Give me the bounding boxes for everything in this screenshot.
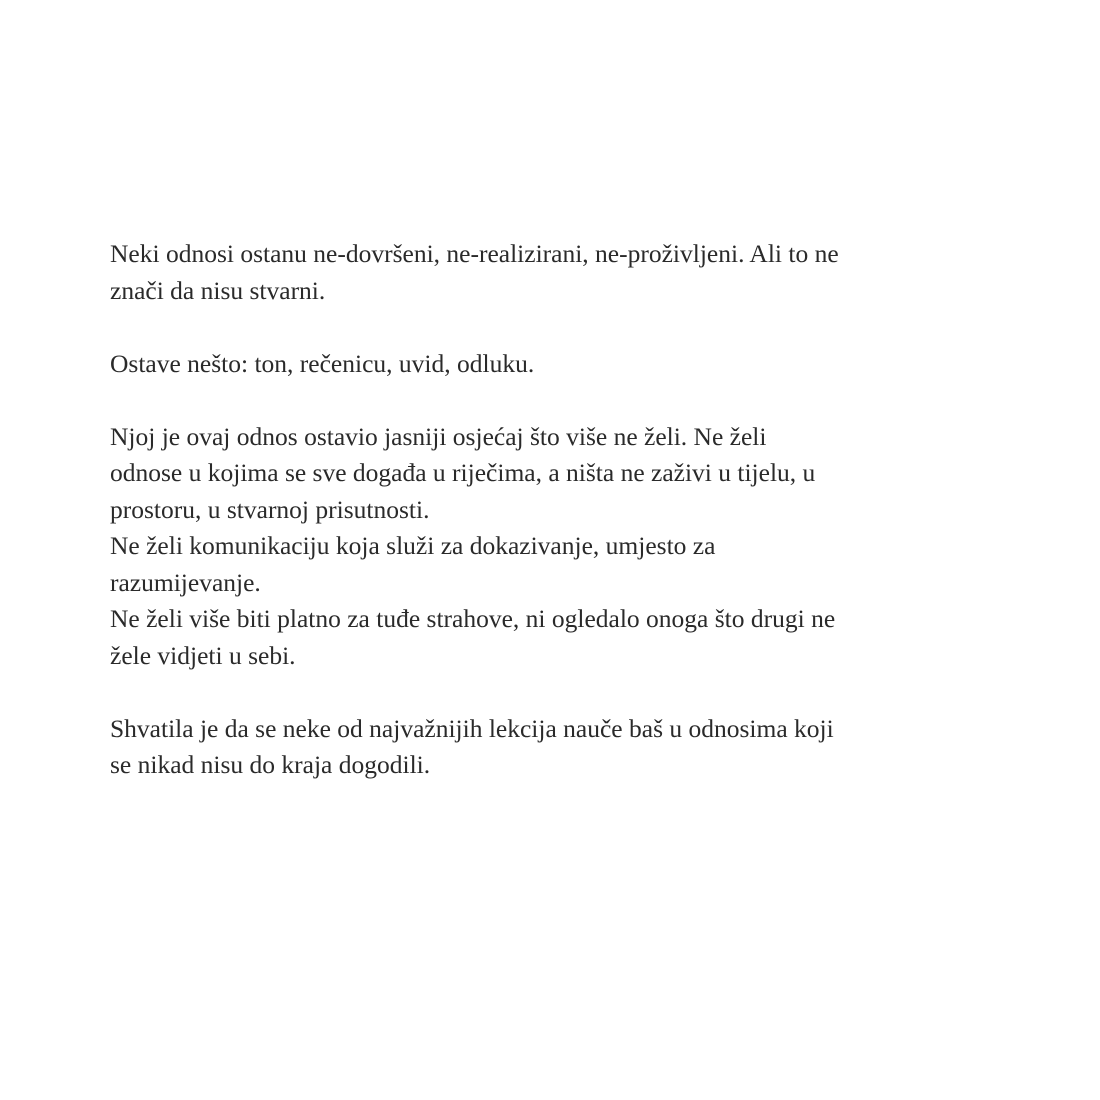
text-line: Ne želi više biti platno za tuđe strahove, ni ogledalo onoga što drugi ne <box>110 604 836 633</box>
text-line: se nikad nisu do kraja dogodili. <box>110 750 431 779</box>
text-line: Njoj je ovaj odnos ostavio jasniji osjećaj što više ne želi. Ne želi <box>110 421 767 451</box>
text-line: žele vidjeti u sebi. <box>110 640 296 670</box>
paragraph-spacer <box>110 382 1010 419</box>
text-line: Ne želi komunikaciju koja služi za dokazivanje, umjesto za <box>110 531 716 560</box>
text-line: Ostave nešto: ton, rečenicu, uvid, odluku. <box>110 348 535 378</box>
paragraph-3 <box>110 419 1010 675</box>
text-line: Neki odnosi ostanu ne-dovršeni, ne-realizirani, ne-proživljeni. Ali to ne <box>110 239 839 268</box>
paragraph-spacer <box>110 674 1010 711</box>
text-line: odnose u kojima se sve događa u riječima, a ništa ne zaživi u tijelu, u <box>110 458 816 487</box>
text-line: Shvatila je da se neke od najvažnijih lekcija nauče baš u odnosima koji <box>110 713 834 743</box>
text-line: znači da nisu stvarni. <box>110 275 326 305</box>
text-line: razumijevanje. <box>110 567 261 597</box>
paragraph-2 <box>110 346 1010 383</box>
paragraph-4 <box>110 711 1010 784</box>
paragraph-spacer <box>110 309 1010 346</box>
document-body <box>110 236 1010 784</box>
text-line: prostoru, u stvarnoj prisutnosti. <box>110 494 430 524</box>
paragraph-1 <box>110 236 1010 309</box>
